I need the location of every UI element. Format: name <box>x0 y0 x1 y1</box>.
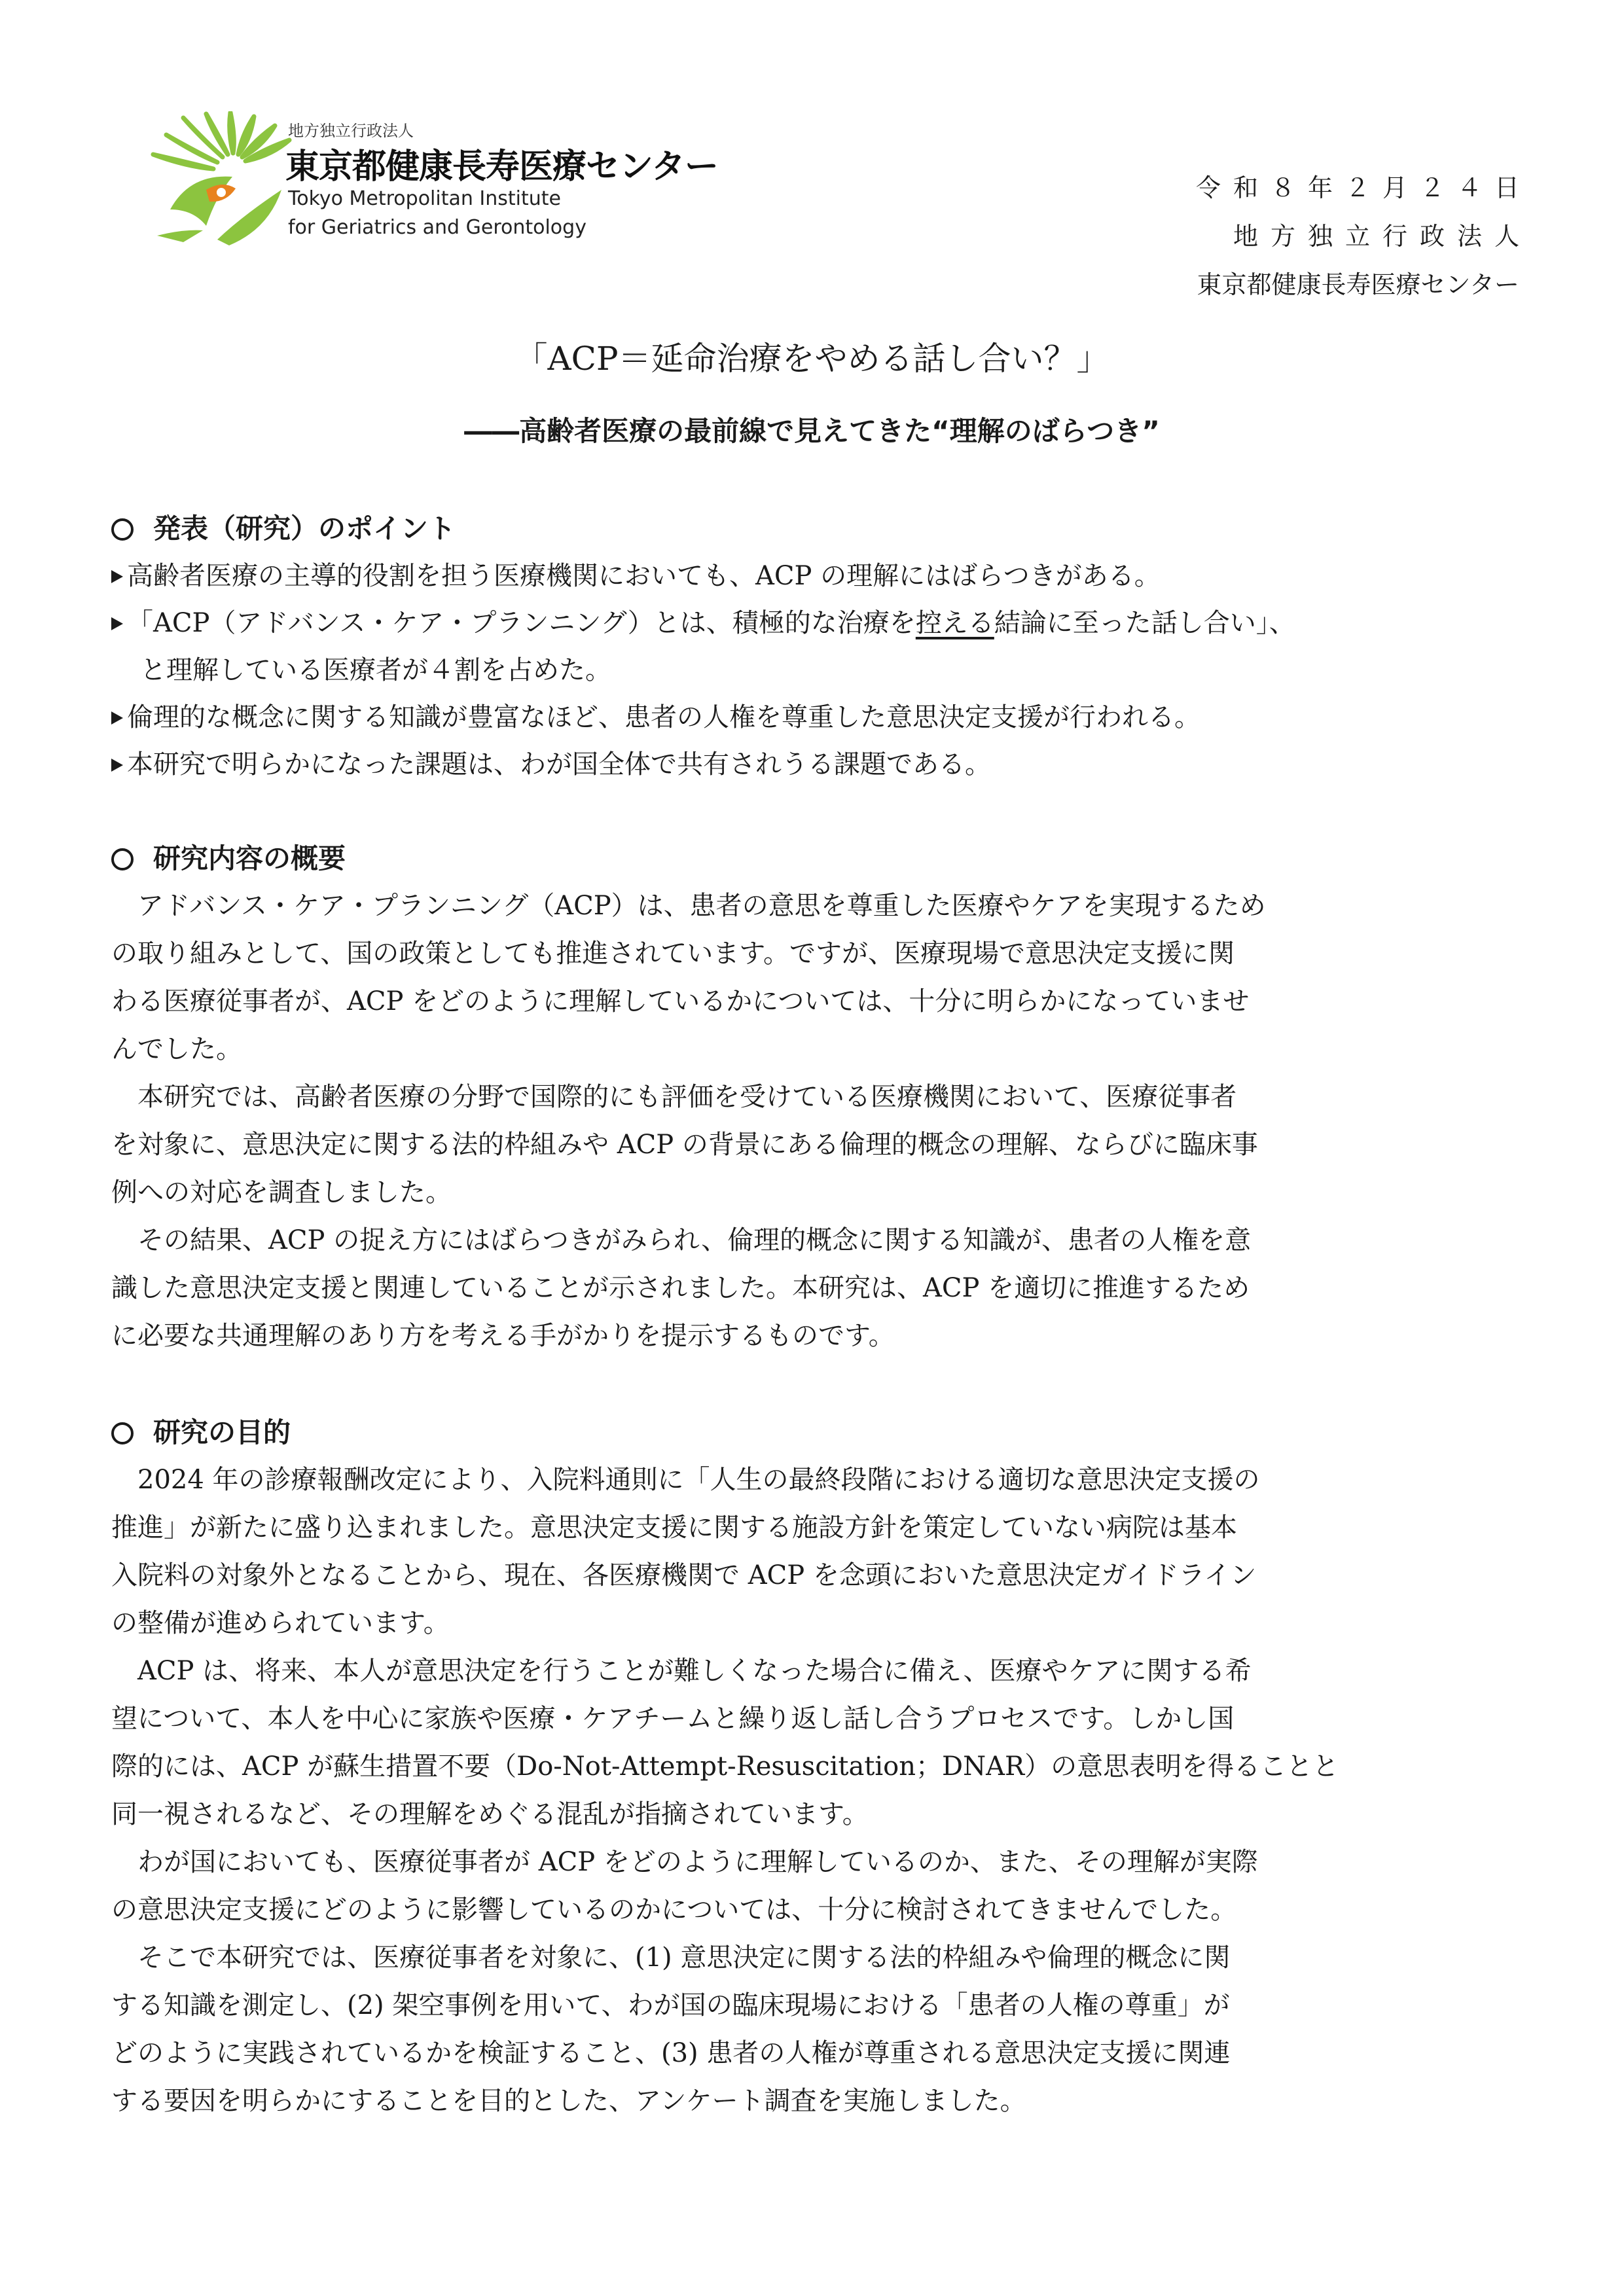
point-item: 「ACP（アドバンス・ケア・プランニング）とは、積極的な治療を控える結論に至った話し合い」、 <box>111 600 1519 647</box>
circle-bullet-icon <box>111 518 134 541</box>
paragraph: 2024 年の診療報酬改定により、入院料通則に「人生の最終段階における適切な意思決定支援の 推進」が新たに盛り込まれました。意思決定支援に関する施設方針を策定していない病院は基本 入院料の対象外となることから、現在、各医療機関で ACP を念頭においた意思決定ガイドライン の整備が進められています。 <box>111 1465 1260 1638</box>
issuer-org-name: 東京都健康長寿医療センター <box>1197 270 1519 299</box>
section-heading: 発表（研究）のポイント <box>111 505 1519 552</box>
circle-bullet-icon <box>111 848 134 870</box>
point-item-continuation: と理解している医療者が４割を占めた。 <box>140 655 611 685</box>
institution-logo <box>124 98 718 255</box>
logo-name-en-line2: for Geriatrics and Gerontology <box>288 216 586 239</box>
points-section <box>111 505 1519 788</box>
leaf-bird-logo-icon <box>144 111 295 249</box>
purpose-section <box>111 1409 1519 2125</box>
paragraph: 本研究では、高齢者医療の分野で国際的にも評価を受けている医療機関において、医療従事者 を対象に、意思決定に関する法的枠組みや ACP の背景にある倫理的概念の理解、ならびに臨床事 例への対応を調査しました。 <box>111 1082 1258 1208</box>
document-body <box>111 505 1519 2125</box>
paragraph: そこで本研究では、医療従事者を対象に、(1) 意思決定に関する法的枠組みや倫理的概念に関 する知識を測定し、(2) 架空事例を用いて、わが国の臨床現場における「患者の人権の尊重」が どのように実践されているかを検証すること、(3) 患者の人権が尊重される意思決定支援に関連 する要因を明らかにすることを目的とした、アンケート調査を実施しました。 <box>111 1943 1231 2116</box>
point-item: 倫理的な概念に関する知識が豊富なほど、患者の人権を尊重した意思決定支援が行われる。 <box>111 694 1519 741</box>
logo-name-en-line1: Tokyo Metropolitan Institute <box>288 187 562 210</box>
point-item: 高齢者医療の主導的役割を担う医療機関においても、ACP の理解にはばらつきがある。 <box>111 552 1519 600</box>
logo-org-type: 地方独立行政法人 <box>288 122 414 140</box>
section-heading: 研究の目的 <box>111 1409 1519 1456</box>
issue-date: 令和８年２月２４日 <box>1195 173 1532 202</box>
circle-bullet-icon <box>111 1422 134 1444</box>
triangle-bullet-icon <box>111 617 123 630</box>
triangle-bullet-icon <box>111 711 123 725</box>
section-heading: 研究内容の概要 <box>111 835 1519 882</box>
paragraph: アドバンス・ケア・プランニング（ACP）は、患者の意思を尊重した医療やケアを実現するため の取り組みとして、国の政策としても推進されています。ですが、医療現場で意思決定支援に関 わる医療従事者が、ACP をどのように理解しているかについては、十分に明らかになっていませ んでした。 <box>111 891 1266 1064</box>
overview-section <box>111 835 1519 1360</box>
document-subtitle: ――高齢者医療の最前線で見えてきた“理解のばらつき” <box>464 415 1160 447</box>
paragraph: ACP は、将来、本人が意思決定を行うことが難しくなった場合に備え、医療やケアに関する希 望について、本人を中心に家族や医療・ケアチームと繰り返し話し合うプロセスです。しかし国 際的には、ACP が蘇生措置不要（Do-Not-Attempt-Resuscitation；DNAR）の意思表明を得ることと 同一視されるなど、その理解をめぐる混乱が指摘されています。 <box>111 1656 1339 1829</box>
issuer-org-type: 地方独立行政法人 <box>1233 222 1532 251</box>
issuer-block <box>1195 164 1532 309</box>
point-item: 本研究で明らかになった課題は、わが国全体で共有されうる課題である。 <box>111 741 1519 788</box>
underlined-term: 控える <box>915 608 994 638</box>
triangle-bullet-icon <box>111 759 123 772</box>
document-title: 「ACP＝延命治療をやめる話し合い？」 <box>514 340 1110 378</box>
paragraph: その結果、ACP の捉え方にはばらつきがみられ、倫理的概念に関する知識が、患者の人権を意 識した意思決定支援と関連していることが示されました。本研究は、ACP を適切に推進するため に必要な共通理解のあり方を考える手がかりを提示するものです。 <box>111 1225 1252 1351</box>
logo-name-jp: 東京都健康長寿医療センター <box>285 147 718 187</box>
paragraph: わが国においても、医療従事者が ACP をどのように理解しているのか、また、その理解が実際 の意思決定支援にどのように影響しているのかについては、十分に検討されてきませんでした。 <box>111 1847 1258 1925</box>
triangle-bullet-icon <box>111 570 123 583</box>
